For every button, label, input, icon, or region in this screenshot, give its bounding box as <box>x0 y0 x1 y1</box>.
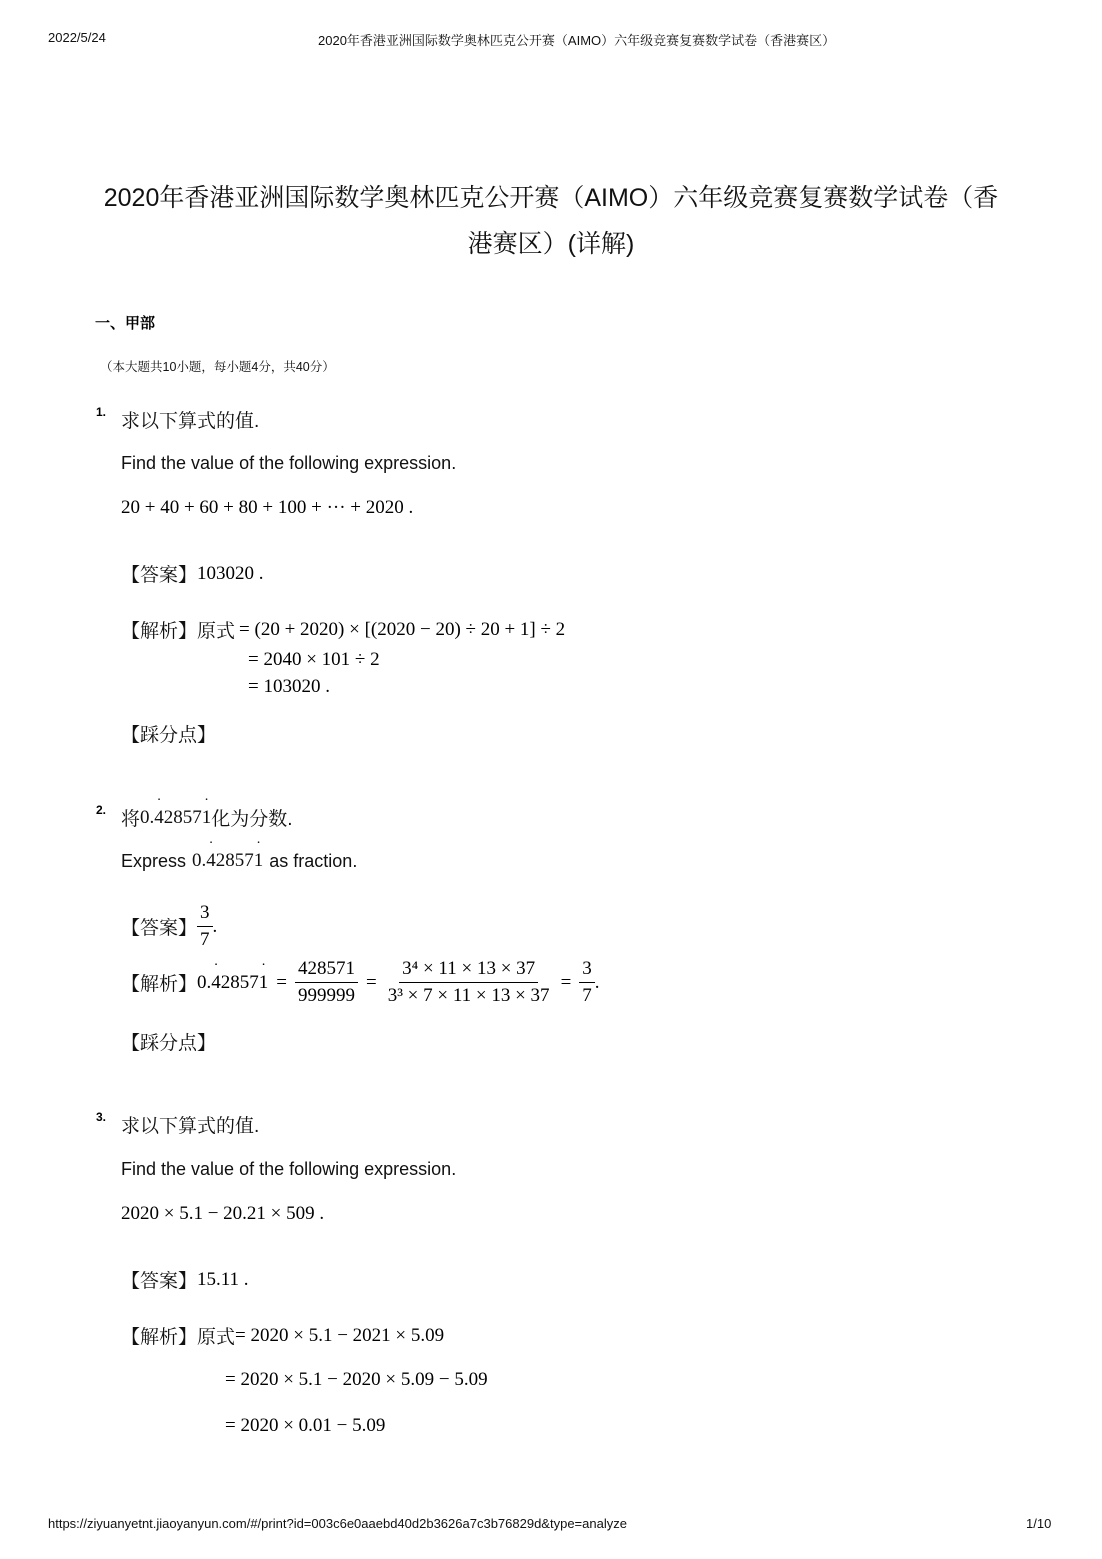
fraction-denominator: 999999 <box>297 985 355 1006</box>
q1-step2: = 2040 × 101 ÷ 2 <box>248 649 380 670</box>
q2-points-label: 【踩分点】 <box>121 1033 217 1054</box>
section-note: （本大题共10小题，每小题4分，共40分） <box>100 360 335 374</box>
q2-answer <box>121 902 217 951</box>
q3-expression: 2020 × 5.1 − 20.21 × 509 . <box>121 1203 325 1224</box>
equals-sign: = <box>276 971 287 993</box>
decimal-lead: 0. <box>197 971 212 993</box>
q3-answer-value: 15.11 . <box>197 1268 249 1290</box>
fraction-numerator: 3 <box>579 958 595 983</box>
q1-answer <box>121 560 264 587</box>
fraction-numerator: 3⁴ × 11 × 13 × 37 <box>399 958 538 983</box>
decimal-dot-first: ˙ 4 <box>154 807 164 828</box>
q1-prompt-en: Find the value of the following expression. <box>121 453 457 473</box>
fraction-denominator: 7 <box>200 929 210 950</box>
header-doc-title: 2020年香港亚洲国际数学奥林匹克公开赛（AIMO）六年级竞赛复赛数学试卷（香港赛区） <box>318 33 836 48</box>
q3-answer-label: 【答案】 <box>121 1271 198 1292</box>
q1-number: 1. <box>96 405 107 419</box>
q1-points-label: 【踩分点】 <box>121 725 217 746</box>
q2-number: 2. <box>96 803 107 817</box>
q1-expression: 20 + 40 + 60 + 80 + 100 + ··· + 2020 . <box>121 497 414 518</box>
q2-analysis-decimal <box>197 972 268 994</box>
q2-analysis-period: . <box>594 971 600 993</box>
fraction-denominator: 7 <box>582 985 592 1006</box>
q2-answer-period: . <box>212 915 218 937</box>
q2-repeating-decimal-en <box>192 850 263 872</box>
q1-answer-label: 【答案】 <box>121 565 198 586</box>
q3-step3: = 2020 × 0.01 − 5.09 <box>225 1415 386 1436</box>
fraction-numerator: 3 <box>197 902 213 927</box>
q1-step1-prefix: 原式 <box>197 621 236 642</box>
q3-analysis-label: 【解析】 <box>121 1327 198 1348</box>
equals-sign: = <box>365 971 377 993</box>
q1-prompt-zh: 求以下算式的值. <box>121 411 260 432</box>
header-date: 2022/5/24 <box>48 30 106 45</box>
q1-answer-value: 103020 . <box>197 562 264 584</box>
q2-en-after: as fraction. <box>269 850 358 871</box>
q3-analysis <box>121 1322 444 1349</box>
q2-prompt-zh <box>121 804 293 831</box>
q3-prompt-en: Find the value of the following expression. <box>121 1159 457 1179</box>
decimal-dot-first: ˙ 4 <box>206 850 216 871</box>
decimal-mid: 2857 <box>220 971 259 993</box>
q3-prompt-zh: 求以下算式的值. <box>121 1116 260 1137</box>
q3-number: 3. <box>96 1110 107 1124</box>
q2-fraction-3 <box>579 958 595 1007</box>
fraction-denominator: 3³ × 7 × 11 × 13 × 37 <box>387 985 550 1006</box>
q2-repeating-decimal <box>140 807 211 829</box>
decimal-dot-last: ˙ 1 <box>202 807 212 828</box>
q2-en-before: Express <box>121 850 187 871</box>
q2-analysis <box>121 958 600 1007</box>
q1-step3: = 103020 . <box>248 676 330 697</box>
q3-answer <box>121 1266 249 1293</box>
section-heading: 一、甲部 <box>95 315 156 332</box>
q3-step2: = 2020 × 5.1 − 2020 × 5.09 − 5.09 <box>225 1369 488 1390</box>
decimal-dot-last: ˙ 1 <box>254 850 264 871</box>
decimal-lead: 0. <box>192 850 207 871</box>
decimal-mid: 2857 <box>215 850 254 871</box>
page-title <box>80 175 1022 267</box>
q2-answer-fraction <box>197 902 213 951</box>
q2-analysis-label: 【解析】 <box>121 974 198 995</box>
q2-answer-label: 【答案】 <box>121 918 198 939</box>
page-title-line1: 2020年香港亚洲国际数学奥林匹克公开赛（AIMO）六年级竞赛复赛数学试卷（香 <box>103 184 999 212</box>
page-title-line2: 港赛区）(详解) <box>467 230 635 258</box>
q3-step1-prefix: 原式 <box>197 1327 236 1348</box>
q3-step1: = 2020 × 5.1 − 2021 × 5.09 <box>235 1324 445 1346</box>
footer-page-number: 1/10 <box>1026 1516 1052 1531</box>
footer-url[interactable]: https://ziyuanyetnt.jiaoyanyun.com/#/print?id=003c6e0aaebd40d2b3626a7c3b76829d&type=analyze <box>48 1516 627 1531</box>
q2-fraction-1 <box>295 958 358 1007</box>
decimal-lead: 0. <box>140 806 155 828</box>
fraction-numerator: 428571 <box>295 958 358 983</box>
q2-prompt-en <box>121 850 357 872</box>
q2-fraction-2 <box>385 958 553 1007</box>
q2-zh-before: 将 <box>121 809 141 830</box>
decimal-dot-first: ˙ 4 <box>211 972 221 993</box>
decimal-mid: 2857 <box>163 806 202 828</box>
equals-sign: = <box>560 971 572 993</box>
decimal-dot-last: ˙ 1 <box>259 972 269 993</box>
q1-analysis <box>121 616 565 643</box>
q2-zh-after: 化为分数. <box>211 809 293 830</box>
q1-analysis-label: 【解析】 <box>121 621 198 642</box>
q1-step1: = (20 + 2020) × [(2020 − 20) ÷ 20 + 1] ÷ 2 <box>239 618 566 640</box>
